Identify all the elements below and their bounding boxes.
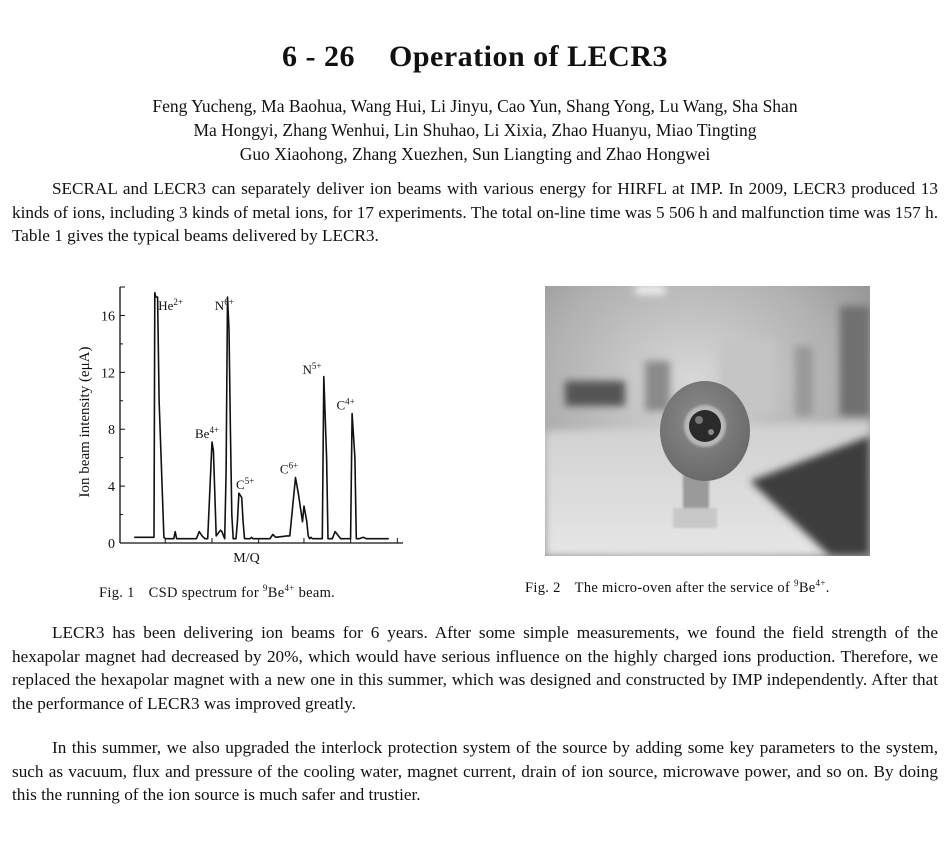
author-line: Guo Xiaohong, Zhang Xuezhen, Sun Liangting and Zhao Hongwei: [239, 144, 711, 164]
author-line: Ma Hongyi, Zhang Wenhui, Lin Shuhao, Li Xixia, Zhao Huanyu, Miao Tingting: [193, 120, 757, 140]
peak-label: $N^{6+}$: [214, 296, 234, 313]
isotope-number: 9: [262, 583, 268, 593]
figure-1-caption: [99, 583, 335, 602]
caption-text: CSD spectrum for: [148, 584, 259, 601]
figure-2-photo: [545, 286, 870, 556]
element-symbol: Be: [798, 579, 816, 596]
csd-spectrum-chart: [60, 280, 420, 570]
figure-2-label: Fig. 2: [525, 579, 561, 596]
spectrum-line: [134, 293, 389, 539]
y-axis-label: Ion beam intensity (eμA): [77, 346, 93, 498]
y-tick-label: 0: [108, 537, 115, 552]
caption-text-end: .: [825, 579, 830, 596]
paper-title: [0, 40, 950, 74]
paragraph-interlock: In this summer, we also upgraded the interlock protection system of the source by adding some key parameters to the system, such as vacuum, flux and pressure of the cooling water, magnet current, drain of ion source, microwave power, and so on. By doing this the running of the ion source is much safer and trustier.: [12, 738, 938, 805]
micro-oven-photo: [545, 286, 870, 556]
author-line: Feng Yucheng, Ma Baohua, Wang Hui, Li Jinyu, Cao Yun, Shang Yong, Lu Wang, Sha Shan: [152, 96, 798, 116]
peak-label: $N^{5+}$: [302, 360, 322, 377]
y-tick-label: 16: [101, 309, 115, 325]
figure-1-chart: [60, 280, 420, 570]
y-tick-label: 12: [101, 366, 115, 382]
peak-label: $C^{6+}$: [279, 460, 299, 477]
figure-1-label: Fig. 1: [99, 584, 135, 601]
peak-label: $Be^{4+}$: [194, 424, 220, 441]
peak-label: $C^{4+}$: [336, 396, 355, 413]
oven-crucible: [689, 410, 721, 442]
isotope-number: 9: [794, 578, 799, 588]
peak-label: $He^{2+}$: [158, 296, 183, 313]
caption-text: The micro-oven after the service of: [574, 579, 791, 596]
y-tick-label: 4: [108, 480, 115, 496]
paragraph-intro: SECRAL and LECR3 can separately deliver ion beams with various energy for HIRFL at IMP. In 2009, LECR3 produced 13 kinds of ions, including 3 kinds of metal ions, for 17 experiments. The total on-line time was 5 506 h and malfunction time was 157 h. Table 1 gives the typical beams delivered by LECR3.: [12, 179, 938, 246]
x-axis-label: M/Q: [233, 551, 260, 566]
charge-state: 4+: [284, 583, 295, 593]
figure-2-caption: [525, 578, 830, 597]
title-text: Operation of LECR3: [389, 40, 668, 73]
charge-state: 4+: [815, 578, 826, 588]
author-list: [0, 94, 950, 166]
peak-label: $C^{5+}$: [236, 475, 255, 492]
y-tick-label: 8: [108, 423, 115, 439]
section-number: 6 - 26: [282, 40, 355, 73]
caption-text-end: beam.: [298, 584, 336, 601]
paragraph-hexapolar: LECR3 has been delivering ion beams for 6 years. After some simple measurements, we found the field strength of the hexapolar magnet had decreased by 20%, which would have serious influence on the highly charged ions production. Therefore, we replaced the hexapolar magnet with a new one in this summer, which was designed and constructed by IMP independently. After that the performance of LECR3 was improved greatly.: [12, 623, 938, 713]
element-symbol: Be: [267, 584, 285, 601]
